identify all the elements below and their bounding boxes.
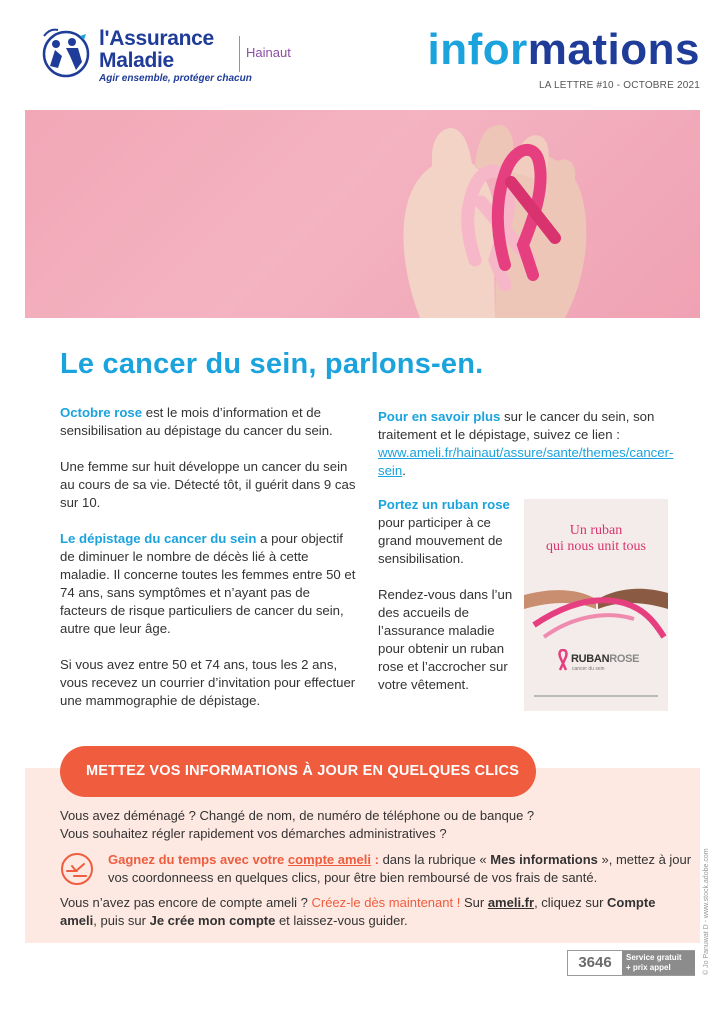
create-text-part5: et laissez-vous guider.: [275, 913, 408, 928]
paragraph-invitation: Si vous avez entre 50 et 74 ans, tous les 2 ans, vous recevez un courrier d’invitation pour effectuer une mammographie de dépistage.: [60, 657, 356, 708]
article-title: Le cancer du sein, parlons-en.: [60, 348, 484, 380]
poster-headline-line1: Un ruban: [569, 523, 623, 538]
tip-text-part1: dans la rubrique «: [378, 852, 491, 867]
paragraph-screening: [60, 530, 360, 638]
phone-pricing-line2: + prix appel: [626, 963, 671, 972]
phone-pricing-info: [622, 951, 695, 975]
org-tagline: Agir ensemble, protéger chacun: [99, 73, 252, 84]
create-text-part4: , puis sur: [93, 913, 150, 928]
update-questions: [60, 807, 680, 843]
ameli-fr-link[interactable]: ameli.fr: [487, 895, 535, 910]
paragraph-text: pour participer à ce grand mouvement de sensibilisation.: [378, 515, 503, 566]
highlight-learn-more: Pour en savoir plus: [378, 409, 501, 424]
question-admin: Vous souhaitez régler rapidement vos démarches administratives ?: [60, 826, 447, 841]
assurance-maladie-logo-icon: [36, 26, 96, 78]
create-text-part2: Sur: [460, 895, 488, 910]
article-right-column-narrow: [378, 496, 523, 712]
phone-number-badge[interactable]: [567, 950, 695, 976]
compte-ameli-label: Compte ameli: [60, 895, 656, 928]
issue-label: LA LETTRE #10 - OCTOBRE 2021: [538, 80, 700, 91]
poster-brand-b: ROSE: [609, 653, 640, 665]
poster-headline-line2: qui nous unit tous: [546, 539, 646, 554]
paragraph-text: est le mois d’information et de sensibilisation au dépistage du cancer du sein.: [60, 405, 333, 438]
brand-part-2: mations: [527, 25, 700, 74]
tip-colon: :: [371, 852, 379, 867]
ameli-cancer-link[interactable]: www.ameli.fr/hainaut/assure/sante/themes/cancer-sein: [378, 445, 674, 478]
header-divider: [239, 36, 240, 72]
paragraph-visit-office: Rendez-vous dans l’un des accueils de l’assurance maladie pour obtenir un ruban rose et l’accrocher sur votre vêtement.: [378, 587, 513, 692]
create-now-text: Créez-le dès maintenant !: [311, 895, 461, 910]
org-name-line2: Maladie: [99, 49, 174, 72]
ruban-rose-poster: [524, 499, 668, 711]
question-moved: Vous avez déménagé ? Changé de nom, de numéro de téléphone ou de banque ?: [60, 808, 535, 823]
article-left-column: [60, 404, 360, 728]
hero-banner: [25, 110, 700, 318]
paragraph-octobre-rose: [60, 404, 360, 440]
brand-part-1: infor: [427, 25, 528, 74]
region-label: Hainaut: [246, 45, 291, 60]
poster-brand-sub: cancer du sein: [572, 666, 605, 672]
paragraph-learn-more: [378, 408, 674, 480]
poster-hands-ribbon-illustration: [524, 565, 668, 645]
org-name-line1: l'Assurance: [99, 27, 214, 50]
update-tip-text: [108, 851, 698, 887]
create-account-text: [60, 894, 680, 930]
tip-text-part2: », mettez à jour vos coordonneess en quelques clics, pour être bien remboursé de vos frais de santé.: [108, 852, 692, 885]
save-time-hand-icon: [60, 852, 94, 886]
newsletter-brand: [428, 24, 700, 76]
paragraph-end: .: [402, 463, 406, 478]
paragraph-statistics: Une femme sur huit développe un cancer du sein au cours de sa vie. Détecté tôt, il guérit dans 9 cas sur 10.: [60, 459, 356, 510]
highlight-octobre-rose: Octobre rose: [60, 405, 143, 420]
article-right-column-top: [378, 408, 674, 498]
compte-ameli-link[interactable]: compte ameli: [287, 852, 371, 867]
highlight-wear-ribbon: Portez un ruban rose: [378, 497, 510, 512]
create-text-part1: Vous n’avez pas encore de compte ameli ?: [60, 895, 312, 910]
hands-with-pink-ribbons-illustration: [25, 110, 700, 318]
create-account-label: Je crée mon compte: [149, 913, 276, 928]
phone-number: 3646: [578, 954, 612, 971]
paragraph-text: sur le cancer du sein, son traitement et le dépistage, suivez ce lien :: [378, 409, 655, 442]
pink-ribbon-icon: [556, 649, 570, 671]
page-header: [0, 0, 724, 100]
tip-intro: Gagnez du temps avec votre: [108, 852, 288, 867]
poster-brand-a: RUBAN: [571, 653, 610, 665]
create-text-part3: , cliquez sur: [534, 895, 608, 910]
poster-headline: [524, 523, 668, 555]
phone-pricing-line1: Service gratuit: [626, 953, 682, 962]
poster-fine-print: [534, 695, 658, 697]
highlight-screening: Le dépistage du cancer du sein: [60, 531, 257, 546]
paragraph-wear-ribbon: [378, 496, 523, 568]
update-info-button[interactable]: METTEZ VOS INFORMATIONS À JOUR EN QUELQUES CLICS: [60, 746, 536, 797]
poster-brand: [571, 653, 639, 665]
mes-informations-label: Mes informations: [490, 852, 598, 867]
paragraph-text: a pour objectif de diminuer le nombre de décès lié à cette maladie. Il concerne toutes les femmes entre 50 et 74 ans, sans symptômes et n’ayant pas de facteurs de risque particuliers de cancer du sein, autre que leur âge.: [60, 531, 356, 636]
photo-credit: © Jo Panuwat D - www.stock.adobe.com: [703, 848, 710, 975]
